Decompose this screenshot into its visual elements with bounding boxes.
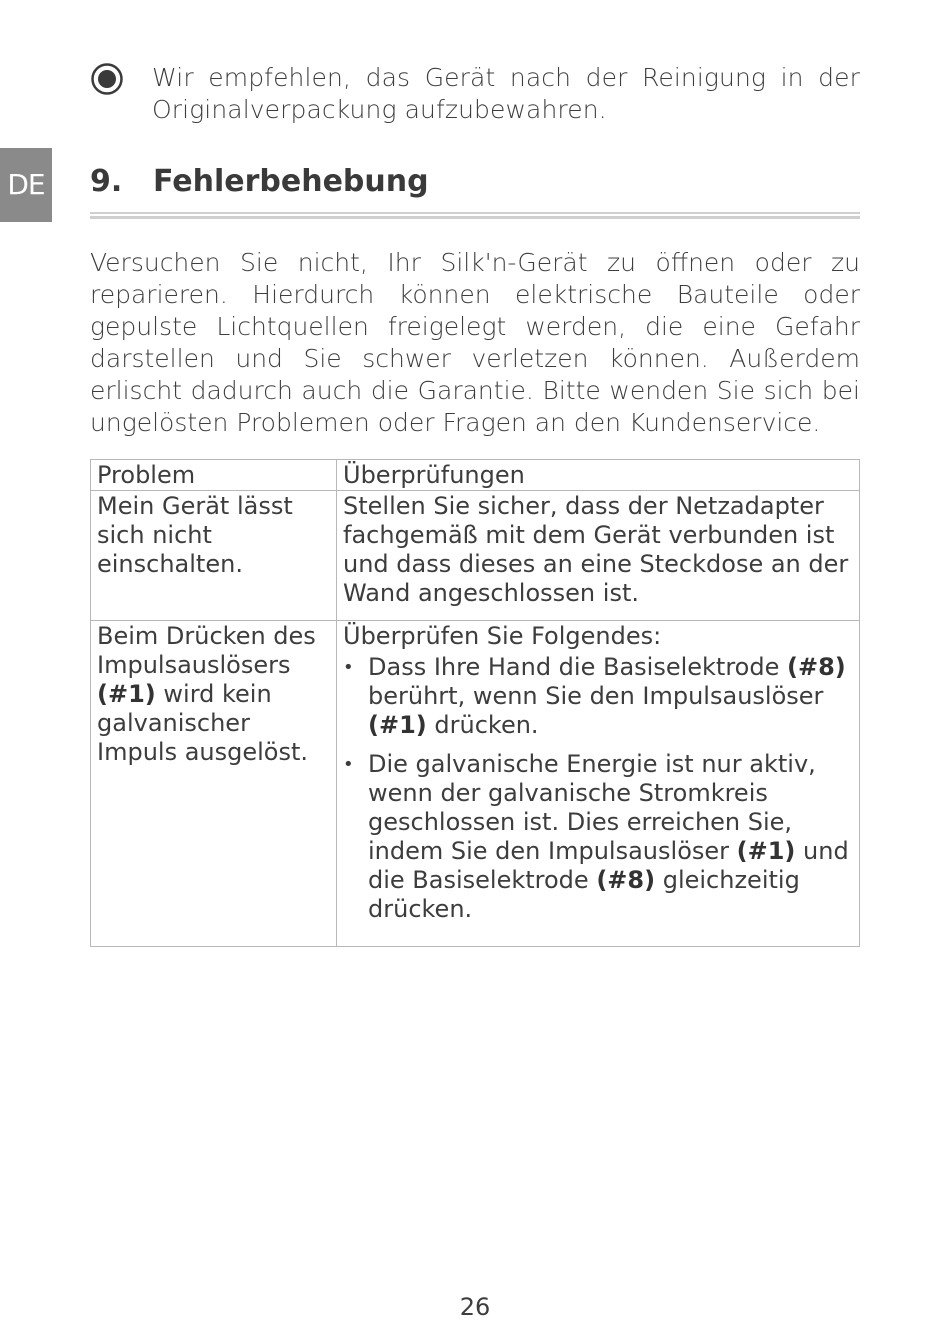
check-intro: Überprüfen Sie Folgendes: bbox=[343, 622, 662, 650]
table-row bbox=[91, 621, 860, 947]
check-cell: Stellen Sie sicher, dass der Netzadapter fachgemäß mit dem Gerät verbunden ist und dass dieses an eine Steckdose an der Wand angeschlossen ist. bbox=[337, 491, 860, 621]
check-list bbox=[343, 653, 853, 924]
list-item bbox=[343, 750, 853, 924]
check-text: drücken. bbox=[434, 711, 539, 739]
table-row bbox=[91, 491, 860, 621]
section-number: 9. bbox=[90, 164, 123, 199]
header-problem: Problem bbox=[91, 460, 337, 491]
check-text: Die galvanische Energie ist nur aktiv, wenn der galvanische Stromkreis geschlossen ist. Dies erreichen Sie, indem Sie den Impulsauslöser bbox=[368, 750, 816, 865]
problem-cell bbox=[91, 621, 337, 947]
reference-label: (#1) bbox=[736, 837, 796, 865]
page-number: 26 bbox=[459, 1293, 491, 1321]
check-text: und die Basiselektrode bbox=[368, 837, 849, 894]
section-intro: Versuchen Sie nicht, Ihr Silk'n-Gerät zu öffnen oder zu reparieren. Hierdurch können elektrische Bauteile oder gepulste Lichtquellen freigelegt werden, die eine Gefahr darstellen und Sie schwer verletzen können. Außerdem erlischt dadurch auch die Garantie. Bitte wenden Sie sich bei ungelösten Problemen oder Fragen an den Kundenservice. bbox=[90, 248, 860, 437]
language-tab: DE bbox=[0, 148, 52, 222]
problem-cell: Mein Gerät lässt sich nicht einschalten. bbox=[91, 491, 337, 621]
check-text: gleichzeitig drücken. bbox=[368, 866, 800, 923]
troubleshooting-table bbox=[90, 459, 860, 947]
reference-label: (#1) bbox=[368, 711, 427, 739]
radio-target-icon bbox=[90, 62, 124, 96]
section-heading bbox=[90, 164, 429, 199]
reference-label: (#8) bbox=[787, 653, 846, 681]
problem-text: wird kein galvanischer Impuls ausgelöst. bbox=[97, 680, 309, 766]
reference-label: (#1) bbox=[97, 680, 156, 708]
table-header-row bbox=[91, 460, 860, 491]
heading-divider bbox=[90, 212, 860, 219]
check-cell bbox=[337, 621, 860, 947]
check-text: berührt, wenn Sie den Impulsauslöser bbox=[368, 682, 824, 710]
problem-text: Beim Drücken des Impulsauslösers bbox=[97, 622, 316, 679]
tip-text: Wir empfehlen, das Gerät nach der Reinigung in der Originalverpackung aufzubewahren. bbox=[152, 63, 860, 124]
section-title: Fehlerbehebung bbox=[153, 164, 429, 199]
check-text: Dass Ihre Hand die Basiselektrode bbox=[368, 653, 780, 681]
reference-label: (#8) bbox=[596, 866, 656, 894]
storage-tip bbox=[90, 62, 860, 126]
header-checks: Überprüfungen bbox=[337, 460, 860, 491]
list-item bbox=[343, 653, 853, 740]
